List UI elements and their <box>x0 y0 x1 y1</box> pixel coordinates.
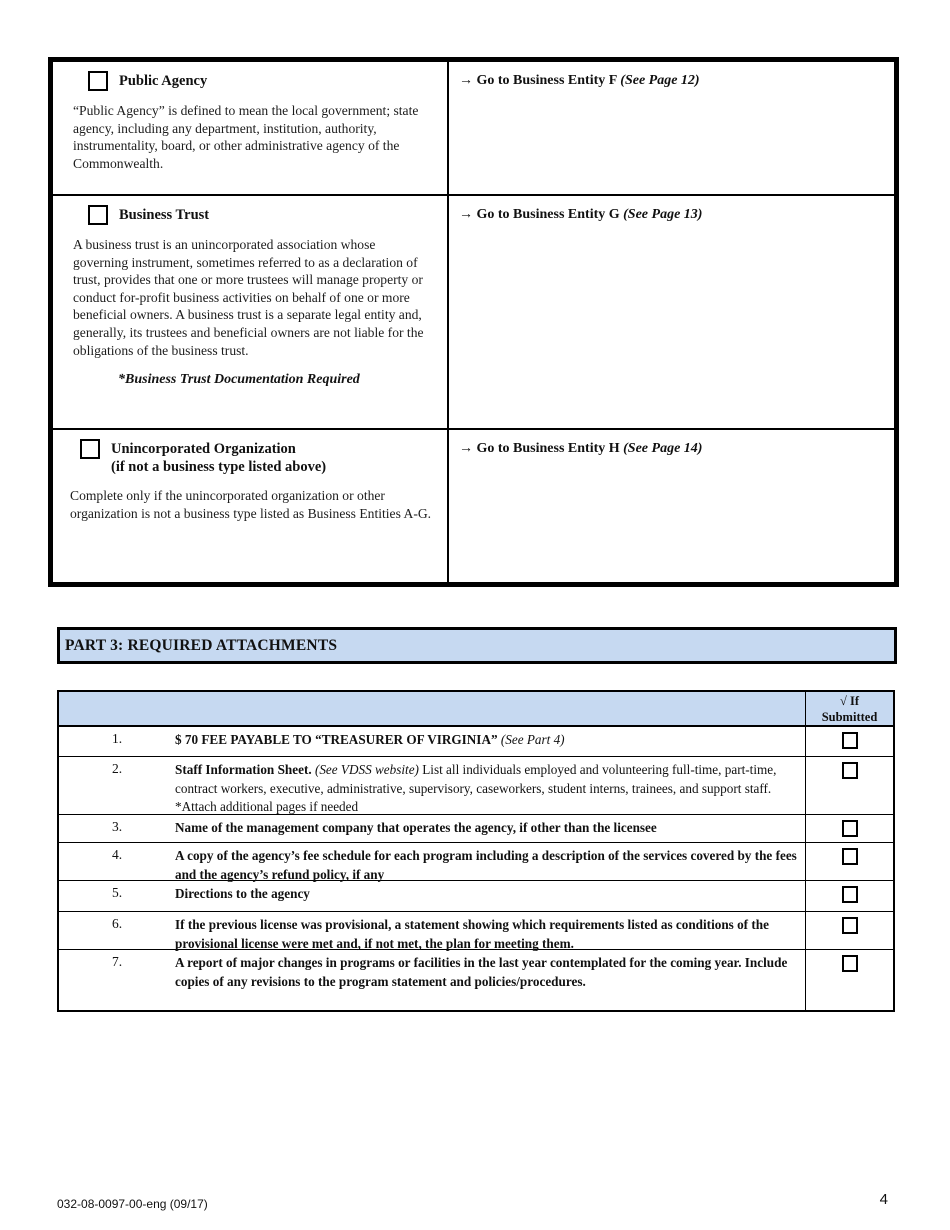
submitted-checkbox-cell <box>805 912 893 949</box>
attachment-text: Directions to the agency <box>175 886 310 901</box>
entity-row-public-agency <box>53 62 894 196</box>
entity-goto-cell <box>449 196 894 428</box>
part3-section-header <box>57 627 897 664</box>
unincorporated-organization-checkbox[interactable] <box>80 439 100 459</box>
goto-page-ref: (See Page 12) <box>620 73 700 88</box>
entity-row-business-trust <box>53 196 894 430</box>
entity-title-qualifier: (if not a business type listed above) <box>111 459 327 475</box>
attachment-number: 5. <box>111 885 123 900</box>
attachment-number: 6. <box>111 916 123 931</box>
submitted-checkbox-cell <box>805 757 893 814</box>
submitted-checkbox[interactable] <box>842 886 858 903</box>
submitted-checkbox-cell <box>805 815 893 842</box>
submitted-checkbox[interactable] <box>842 820 858 837</box>
entity-cell-unincorporated-organization <box>53 430 449 582</box>
submitted-checkbox[interactable] <box>842 848 858 865</box>
submitted-checkbox[interactable] <box>842 955 858 972</box>
attachment-number: 3. <box>111 819 123 834</box>
submitted-checkbox-cell <box>805 727 893 756</box>
attachment-row-2 <box>59 757 893 815</box>
entity-row-unincorporated-organization <box>53 430 894 582</box>
submitted-checkbox-cell <box>805 950 893 1010</box>
attachments-header-spacer <box>59 692 805 725</box>
attachment-number: 1. <box>111 731 123 746</box>
attachment-row-5 <box>59 881 893 912</box>
attachment-text: A copy of the agency’s fee schedule for each program including a description of the services covered by the fees and the agency’s refund policy, if any <box>175 848 797 882</box>
entity-title: Unincorporated Organization <box>111 441 296 457</box>
if-submitted-column-header: √ If Submitted <box>805 692 893 725</box>
submitted-checkbox[interactable] <box>842 762 858 779</box>
attachment-row-7 <box>59 950 893 1010</box>
submitted-checkbox-cell <box>805 843 893 880</box>
required-attachments-table <box>57 690 895 1012</box>
business-trust-checkbox[interactable] <box>88 205 108 225</box>
submitted-checkbox[interactable] <box>842 917 858 934</box>
part3-title: PART 3: REQUIRED ATTACHMENTS <box>65 636 338 654</box>
attachment-text: $ 70 FEE PAYABLE TO “TREASURER OF VIRGINIA” (See Part 4) <box>175 732 565 747</box>
attachment-row-6 <box>59 912 893 950</box>
entity-cell-public-agency <box>53 62 449 194</box>
goto-text: → Go to Business Entity F <box>459 73 621 88</box>
entity-description: A business trust is an unincorporated association whose governing instrument, sometimes referred to as a declaration of trust, provides that one or more trustees will manage property or conduct for-profit business activities on behalf of one or more beneficial owners. A business trust is a separate legal entity and, generally, its trustees and beneficial owners are not liable for the obligations of the business trust. <box>73 237 424 358</box>
attachment-row-1 <box>59 727 893 757</box>
attachment-number: 7. <box>111 954 123 969</box>
attachment-number: 4. <box>111 847 123 862</box>
attachment-text: Staff Information Sheet. (See VDSS website) List all individuals employed and volunteering full-time, part-time, contract workers, executive, administrative, supervisory, caseworkers, student interns, trainees, and support staff. *Attach additional pages if needed <box>175 762 777 815</box>
public-agency-checkbox[interactable] <box>88 71 108 91</box>
business-trust-note: *Business Trust Documentation Required <box>118 372 360 388</box>
attachment-text: A report of major changes in programs or facilities in the last year contemplated for the coming year. Include copies of any revisions to the program statement and policies/procedures. <box>175 955 788 989</box>
goto-page-ref: (See Page 13) <box>623 207 703 222</box>
attachments-header-row <box>59 692 893 727</box>
attachment-text: Name of the management company that operates the agency, if other than the licensee <box>175 820 657 835</box>
goto-text: → Go to Business Entity H <box>459 441 624 456</box>
entity-title: Business Trust <box>119 207 210 223</box>
entity-goto-cell <box>449 430 894 582</box>
business-entity-table <box>48 57 899 587</box>
attachment-row-4 <box>59 843 893 881</box>
entity-description: Complete only if the unincorporated organization or other organization is not a business type listed as Business Entities A-G. <box>70 488 432 521</box>
submitted-checkbox-cell <box>805 881 893 911</box>
entity-goto-cell <box>449 62 894 194</box>
goto-page-ref: (See Page 14) <box>623 441 703 456</box>
entity-description: “Public Agency” is defined to mean the local government; state agency, including any department, institution, authority, instrumentality, board, or other administrative agency of the Commonwealth. <box>73 103 419 171</box>
attachment-row-3 <box>59 815 893 843</box>
form-number: 032-08-0097-00-eng (09/17) <box>57 1197 208 1211</box>
entity-cell-business-trust <box>53 196 449 428</box>
goto-text: → Go to Business Entity G <box>459 207 624 222</box>
entity-title: Public Agency <box>119 73 208 89</box>
attachment-text: If the previous license was provisional, a statement showing which requirements listed as conditions of the provisional license were met and, if not met, the plan for meeting them. <box>175 917 769 951</box>
submitted-checkbox[interactable] <box>842 732 858 749</box>
page-number: 4 <box>879 1191 888 1208</box>
attachment-number: 2. <box>111 761 123 776</box>
